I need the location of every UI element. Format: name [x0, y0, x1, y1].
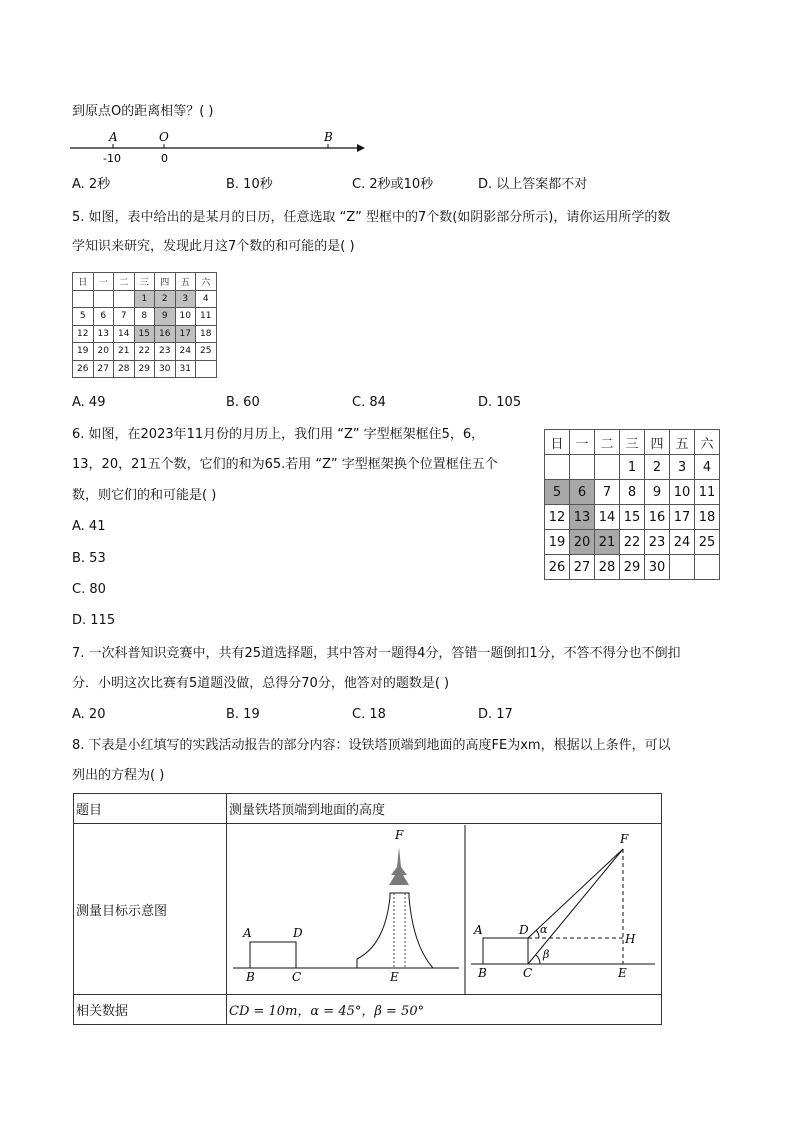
- calendar-cell: 14: [114, 325, 135, 343]
- fig2-label-c: C: [523, 965, 533, 980]
- calendar-row: [545, 480, 720, 505]
- q5-option-a[interactable]: A. 49: [72, 395, 106, 410]
- q6-stem-line3: 数，则它们的和可能是( ): [72, 488, 217, 503]
- fig2-label-alpha: α: [540, 922, 548, 936]
- point-o-label: O: [159, 130, 169, 144]
- q7-option-b[interactable]: B. 19: [226, 707, 260, 722]
- calendar-cell: 5: [73, 308, 94, 326]
- fig1-label-c: C: [292, 969, 302, 984]
- q5-calendar: [72, 272, 217, 378]
- fig2-label-h: H: [625, 931, 636, 946]
- calendar-cell: 29: [134, 360, 155, 378]
- calendar-cell: 26: [545, 555, 570, 580]
- calendar-row: [545, 530, 720, 555]
- q6-option-c[interactable]: C. 80: [72, 582, 106, 597]
- q7-option-c[interactable]: C. 18: [352, 707, 386, 722]
- calendar-row: [73, 290, 217, 308]
- calendar-cell: [114, 290, 135, 308]
- q5-stem-line2: 学知识来研究，发现此月这7个数的和可能的是( ): [72, 239, 355, 254]
- q4-stem-tail: 到原点O的距离相等？( ): [72, 104, 214, 119]
- weekday-header: 二: [114, 273, 135, 291]
- fig2-label-d: D: [519, 922, 529, 937]
- weekday-header: 五: [175, 273, 196, 291]
- calendar-cell: 17: [670, 505, 695, 530]
- calendar-cell: 24: [175, 343, 196, 361]
- q7-stem-line2: 分．小明这次比赛有5道题没做，总得分70分，他答对的题数是( ): [72, 676, 450, 691]
- calendar-cell: 31: [175, 360, 196, 378]
- calendar-cell: 25: [695, 530, 720, 555]
- calendar-cell: 7: [114, 308, 135, 326]
- report-label-topic: 题目: [74, 794, 227, 824]
- calendar-row: [545, 505, 720, 530]
- calendar-cell: 20: [93, 343, 114, 361]
- report-label-data: 相关数据: [74, 995, 227, 1025]
- tower-spire-icon: [389, 847, 409, 885]
- calendar-row: [545, 455, 720, 480]
- q6-option-a[interactable]: A. 41: [72, 519, 106, 534]
- calendar-cell-shaded: 20: [570, 530, 595, 555]
- q6-option-d[interactable]: D. 115: [72, 613, 116, 628]
- calendar-cell: [196, 360, 217, 378]
- calendar-cell-shaded: 13: [570, 505, 595, 530]
- calendar-cell-shaded: 9: [155, 308, 176, 326]
- calendar-cell: 12: [73, 325, 94, 343]
- fig1-label-b: B: [246, 969, 255, 984]
- fig1-label-d: D: [293, 925, 303, 940]
- calendar-cell: 8: [134, 308, 155, 326]
- weekday-header: 二: [595, 430, 620, 455]
- calendar-cell: 19: [545, 530, 570, 555]
- calendar-cell: 30: [155, 360, 176, 378]
- calendar-cell: 16: [645, 505, 670, 530]
- weekday-header: 六: [196, 273, 217, 291]
- calendar-row: [73, 308, 217, 326]
- fig2-label-f: F: [620, 831, 629, 846]
- calendar-cell: 13: [93, 325, 114, 343]
- calendar-cell: 18: [695, 505, 720, 530]
- calendar-cell: 4: [695, 455, 720, 480]
- calendar-cell: 9: [645, 480, 670, 505]
- point-b-label: B: [324, 130, 333, 144]
- fig2-label-a: A: [474, 922, 483, 937]
- calendar-cell: 1: [620, 455, 645, 480]
- report-value-topic: 测量铁塔顶端到地面的高度: [227, 794, 662, 824]
- calendar-cell-shaded: 1: [134, 290, 155, 308]
- weekday-header: 四: [155, 273, 176, 291]
- q5-option-d[interactable]: D. 105: [478, 395, 522, 410]
- calendar-cell: 29: [620, 555, 645, 580]
- tick-label-a: -10: [103, 152, 121, 165]
- calendar-cell: 10: [670, 480, 695, 505]
- weekday-header: 四: [645, 430, 670, 455]
- calendar-cell: 7: [595, 480, 620, 505]
- q8-stem-line2: 列出的方程为( ): [72, 768, 165, 783]
- calendar-cell: 11: [196, 308, 217, 326]
- calendar-cell-shaded: 16: [155, 325, 176, 343]
- calendar-cell: [93, 290, 114, 308]
- q6-stem-line2: 13，20，21五个数，它们的和为65.若用 “Z” 字型框架换个位置框住五个: [72, 457, 498, 472]
- fig1-label-f: F: [395, 827, 404, 842]
- calendar-cell: 2: [645, 455, 670, 480]
- q4-option-a[interactable]: A. 2秒: [72, 177, 111, 192]
- number-line: [60, 128, 370, 168]
- calendar-cell: [595, 455, 620, 480]
- calendar-cell-shaded: 2: [155, 290, 176, 308]
- calendar-row: [545, 555, 720, 580]
- calendar-cell: 25: [196, 343, 217, 361]
- weekday-header: 三: [134, 273, 155, 291]
- calendar-cell: 23: [155, 343, 176, 361]
- q6-option-b[interactable]: B. 53: [72, 551, 106, 566]
- geometry-figure: [471, 832, 655, 980]
- calendar-cell: 27: [570, 555, 595, 580]
- calendar-cell: 28: [595, 555, 620, 580]
- calendar-cell: [570, 455, 595, 480]
- q5-option-b[interactable]: B. 60: [226, 395, 260, 410]
- report-value-data: CD = 10m，α = 45°，β = 50°: [227, 995, 662, 1025]
- calendar-cell: 18: [196, 325, 217, 343]
- calendar-cell: 4: [196, 290, 217, 308]
- calendar-header-row: [73, 273, 217, 291]
- calendar-cell-shaded: 3: [175, 290, 196, 308]
- calendar-header-row: [545, 430, 720, 455]
- calendar-row: [73, 325, 217, 343]
- calendar-cell: [670, 555, 695, 580]
- calendar-cell: 3: [670, 455, 695, 480]
- calendar-cell: 27: [93, 360, 114, 378]
- fig1-label-a: A: [243, 925, 252, 940]
- calendar-cell-shaded: 21: [595, 530, 620, 555]
- weekday-header: 一: [570, 430, 595, 455]
- calendar-cell: [73, 290, 94, 308]
- calendar-cell: 10: [175, 308, 196, 326]
- calendar-cell-shaded: 17: [175, 325, 196, 343]
- calendar-row: [73, 360, 217, 378]
- calendar-cell: 12: [545, 505, 570, 530]
- weekday-header: 三: [620, 430, 645, 455]
- calendar-row: [73, 343, 217, 361]
- q4-option-d[interactable]: D. 以上答案都不对: [478, 177, 588, 192]
- calendar-cell: 22: [620, 530, 645, 555]
- calendar-cell: 19: [73, 343, 94, 361]
- q8-diagrams: [227, 825, 661, 994]
- calendar-cell: 11: [695, 480, 720, 505]
- calendar-cell: [695, 555, 720, 580]
- q5-stem-line1: 5. 如图，表中给出的是某月的日历，任意选取 “Z” 型框中的7个数(如阴影部分所示)，请你运用所学的数: [72, 210, 671, 225]
- weekday-header: 日: [73, 273, 94, 291]
- calendar-cell: 23: [645, 530, 670, 555]
- q7-stem-line1: 7. 一次科普知识竞赛中，共有25道选择题，其中答对一题得4分，答错一题倒扣1分，不答不得分也不倒扣: [72, 646, 681, 661]
- q8-stem-line1: 8. 下表是小红填写的实践活动报告的部分内容：设铁塔顶端到地面的高度FE为xm，根据以上条件，可以: [72, 738, 671, 753]
- report-label-diagram: 测量目标示意图: [74, 824, 227, 995]
- fig1-label-e: E: [390, 969, 399, 984]
- calendar-cell: 22: [134, 343, 155, 361]
- calendar-cell: 28: [114, 360, 135, 378]
- q6-stem-line1: 6. 如图，在2023年11月份的月历上，我们用 “Z” 字型框架框住5，6，: [72, 427, 485, 442]
- tower-figure: [233, 828, 459, 984]
- q7-option-d[interactable]: D. 17: [478, 707, 513, 722]
- weekday-header: 六: [695, 430, 720, 455]
- fig2-label-b: B: [478, 965, 487, 980]
- calendar-cell: [545, 455, 570, 480]
- weekday-header: 日: [545, 430, 570, 455]
- q7-option-a[interactable]: A. 20: [72, 707, 106, 722]
- calendar-cell: 21: [114, 343, 135, 361]
- fig2-label-e: E: [618, 965, 627, 980]
- tick-label-o: 0: [161, 152, 168, 165]
- weekday-header: 五: [670, 430, 695, 455]
- calendar-cell: 6: [93, 308, 114, 326]
- point-a-label: A: [109, 130, 118, 144]
- calendar-cell: 8: [620, 480, 645, 505]
- weekday-header: 一: [93, 273, 114, 291]
- calendar-cell: 14: [595, 505, 620, 530]
- q6-calendar: [544, 429, 720, 580]
- calendar-cell-shaded: 5: [545, 480, 570, 505]
- arrow-right-icon: [357, 144, 365, 152]
- calendar-cell: 30: [645, 555, 670, 580]
- q5-option-c[interactable]: C. 84: [352, 395, 386, 410]
- fig2-label-beta: β: [543, 947, 550, 961]
- calendar-cell: 15: [620, 505, 645, 530]
- report-diagram-cell: [227, 824, 662, 995]
- calendar-cell-shaded: 6: [570, 480, 595, 505]
- calendar-cell: 26: [73, 360, 94, 378]
- q8-report-table: [73, 793, 662, 1025]
- calendar-cell-shaded: 15: [134, 325, 155, 343]
- calendar-cell: 24: [670, 530, 695, 555]
- q4-option-c[interactable]: C. 2秒或10秒: [352, 177, 434, 192]
- q4-option-b[interactable]: B. 10秒: [226, 177, 273, 192]
